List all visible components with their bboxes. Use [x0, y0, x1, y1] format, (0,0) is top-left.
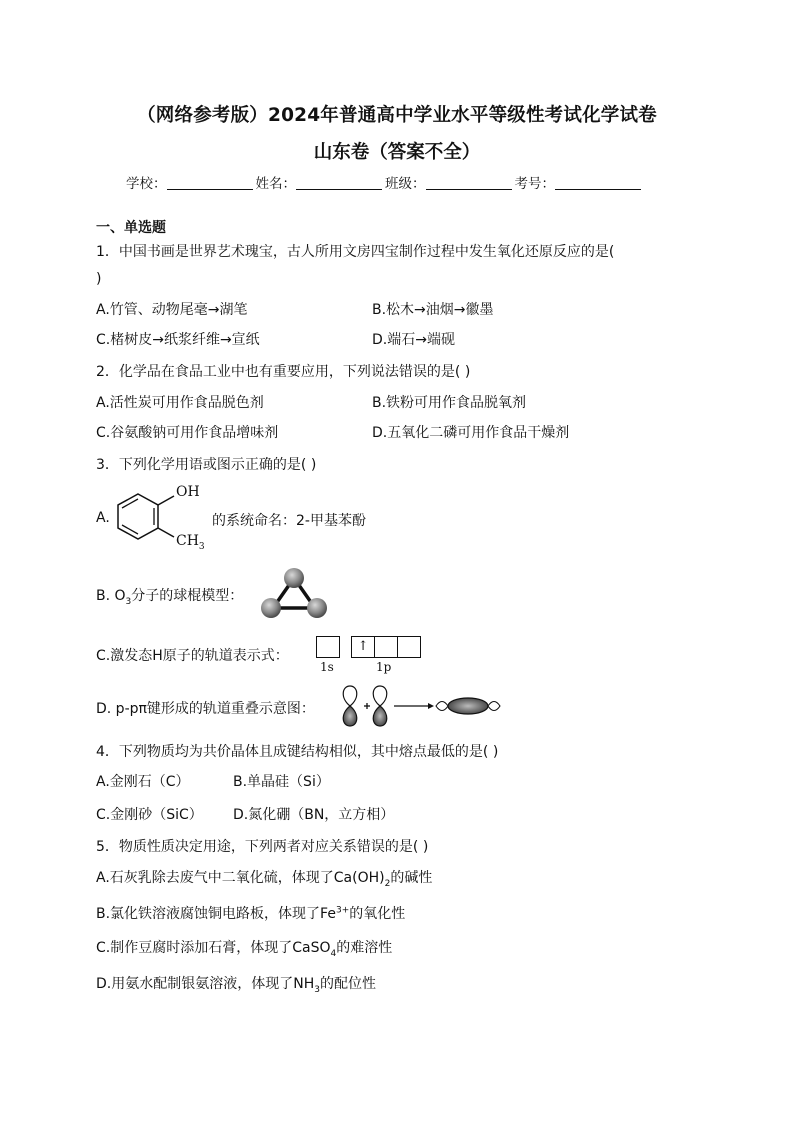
orbital-box-1p-1: ↑ — [351, 636, 375, 658]
label-1s: 1s — [320, 660, 334, 674]
exam-no-label: 考号： — [514, 176, 555, 192]
question-1-stem-cont: ) — [96, 271, 102, 287]
name-label: 姓名： — [255, 176, 296, 192]
school-label: 学校： — [126, 176, 167, 192]
question-2-option-a: A.活性炭可用作食品脱色剂 — [96, 395, 264, 411]
question-3-option-b-text: B. $O_3$分子的球棍模型： — [96, 588, 244, 607]
question-3-option-a-text: 的系统命名：2-甲基苯酚 — [212, 513, 366, 529]
question-2-stem: 2．化学品在食品工业中也有重要应用，下列说法错误的是( ) — [96, 364, 471, 380]
ch3-label: $CH_3$ — [176, 533, 205, 552]
question-2-option-d: D.五氧化二磷可用作食品干燥剂 — [372, 425, 570, 441]
question-4-option-c: C.金刚砂（SiC） — [96, 807, 203, 823]
question-2-option-c: C.谷氨酸钠可用作食品增味剂 — [96, 425, 279, 441]
question-5-stem: 5．物质性质决定用途，下列两者对应关系错误的是( ) — [96, 839, 429, 855]
orbital-box-1p-2 — [375, 636, 398, 658]
label-1p: 1p — [376, 660, 392, 674]
question-5-option-c: C.制作豆腐时添加石膏，体现了CaSO$_4$的难溶性 — [96, 940, 393, 959]
orbital-box-1s — [316, 636, 340, 658]
class-blank[interactable] — [426, 177, 512, 190]
exam-no-blank[interactable] — [555, 177, 641, 190]
question-3-option-a-prefix: A. — [96, 510, 110, 526]
p-orbital-overlap-icon — [336, 684, 506, 728]
question-3-option-c-text: C.激发态H原子的轨道表示式： — [96, 648, 289, 664]
question-2-option-b: B.铁粉可用作食品脱氧剂 — [372, 395, 527, 411]
orbital-diagram — [316, 636, 421, 658]
question-5-option-a: A.石灰乳除去废气中二氧化硫，体现了$Ca(OH)_2$的碱性 — [96, 870, 433, 889]
question-1-stem: 1．中国书画是世界艺术瑰宝，古人所用文房四宝制作过程中发生氧化还原反应的是( — [96, 244, 615, 260]
question-1-option-b: B.松木→油烟→徽墨 — [372, 302, 494, 318]
question-3-stem: 3．下列化学用语或图示正确的是( ) — [96, 457, 317, 473]
question-4-option-a: A.金刚石（C） — [96, 774, 190, 790]
class-label: 班级： — [385, 176, 426, 192]
question-5-option-d: D.用氨水配制银氨溶液，体现了$NH_3$的配位性 — [96, 976, 376, 995]
question-4-option-d: D.氮化硼（BN，立方相） — [233, 807, 395, 823]
question-3-option-d-text: D. p-pπ键形成的轨道重叠示意图： — [96, 701, 315, 717]
question-1-option-d: D.端石→端砚 — [372, 332, 455, 348]
question-1-option-c: C.楮树皮→纸浆纤维→宣纸 — [96, 332, 260, 348]
orbital-box-1p-3 — [398, 636, 421, 658]
title-line-2: 山东卷（答案不全） — [313, 142, 481, 163]
question-5-option-b: B.氯化铁溶液腐蚀铜电路板，体现了$Fe^{3+}$的氧化性 — [96, 905, 406, 922]
student-info-line — [126, 172, 644, 192]
question-4-option-b: B.单晶硅（Si） — [233, 774, 330, 790]
question-1-option-a: A.竹管、动物尾毫→湖笔 — [96, 302, 248, 318]
oh-label: OH — [176, 484, 200, 500]
question-4-stem: 4．下列物质均为共价晶体且成键结构相似，其中熔点最低的是( ) — [96, 744, 499, 760]
name-blank[interactable] — [296, 177, 382, 190]
section-heading: 一、单选题 — [96, 220, 166, 236]
title-line-1: （网络参考版）2024年普通高中学业水平等级性考试化学试卷 — [137, 105, 657, 126]
school-blank[interactable] — [167, 177, 253, 190]
ozone-ball-stick-model-icon — [257, 566, 331, 620]
